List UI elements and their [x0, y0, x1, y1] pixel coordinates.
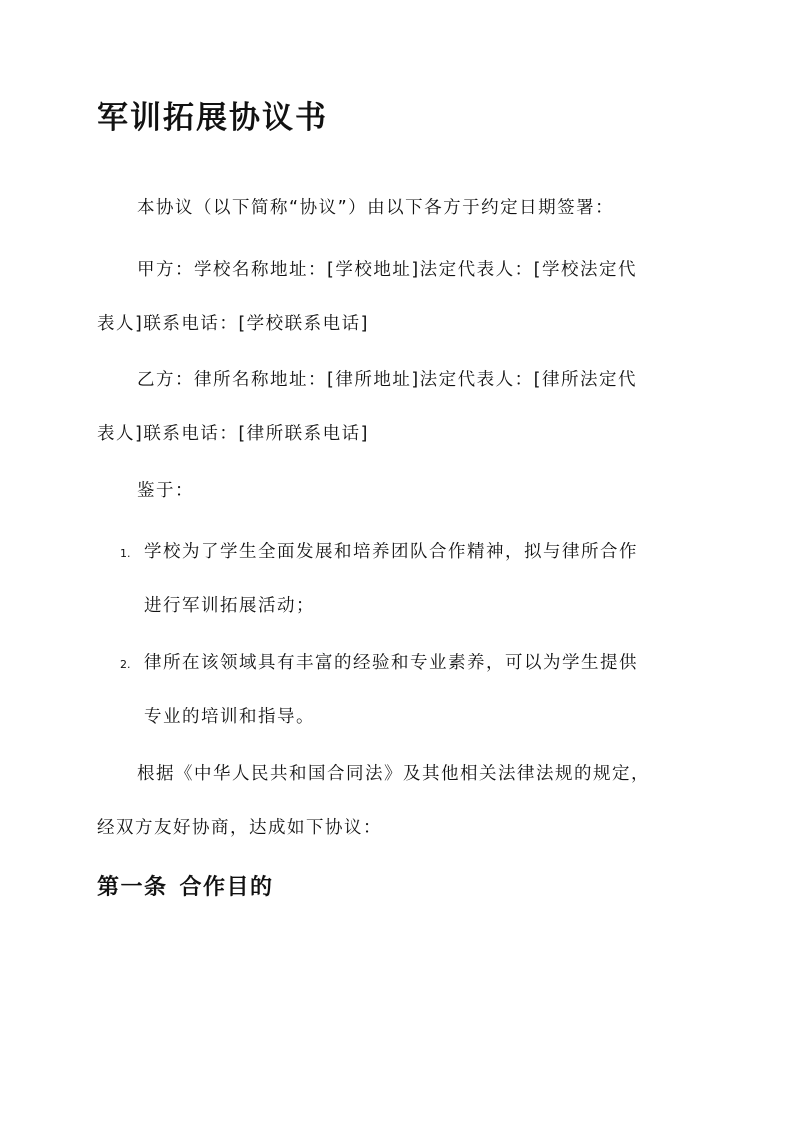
list-item-line1: 律所在该领域具有丰富的经验和专业素养，可以为学生提供: [144, 653, 638, 673]
section-heading: [97, 864, 274, 912]
party-a-paragraph: [97, 243, 697, 351]
list-item-line1: 学校为了学生全面发展和培养团队合作精神，拟与律所合作: [144, 542, 638, 562]
section-number: 第一条: [97, 875, 168, 900]
party-a-line2: 表人]联系电话：[学校联系电话]: [97, 314, 369, 334]
party-b-paragraph: [97, 353, 697, 461]
list-item-number: 2.: [120, 658, 131, 671]
party-b-line1: 乙方：律所名称地址：[律所地址]法定代表人：[律所法定代: [137, 370, 637, 390]
basis-line2: 经双方友好协商，达成如下协议：: [97, 818, 382, 838]
document-title: 军训拓展协议书: [97, 100, 328, 136]
intro-paragraph: 本协议（以下简称“协议”）由以下各方于约定日期签署：: [137, 198, 615, 218]
list-item-line2: 专业的培训和指导。: [144, 707, 315, 727]
party-b-line2: 表人]联系电话：[律所联系电话]: [97, 424, 369, 444]
section-title: 合作目的: [179, 875, 274, 900]
whereas-label: 鉴于：: [137, 481, 194, 501]
list-item-line2: 进行军训拓展活动；: [144, 596, 315, 616]
list-item: [120, 636, 720, 744]
party-a-line1: 甲方：学校名称地址：[学校地址]法定代表人：[学校法定代: [137, 260, 637, 280]
list-item: [120, 525, 720, 633]
basis-paragraph: [97, 747, 697, 855]
basis-line1: 根据《中华人民共和国合同法》及其他相关法律法规的规定，: [137, 764, 650, 784]
list-item-number: 1.: [120, 547, 131, 560]
